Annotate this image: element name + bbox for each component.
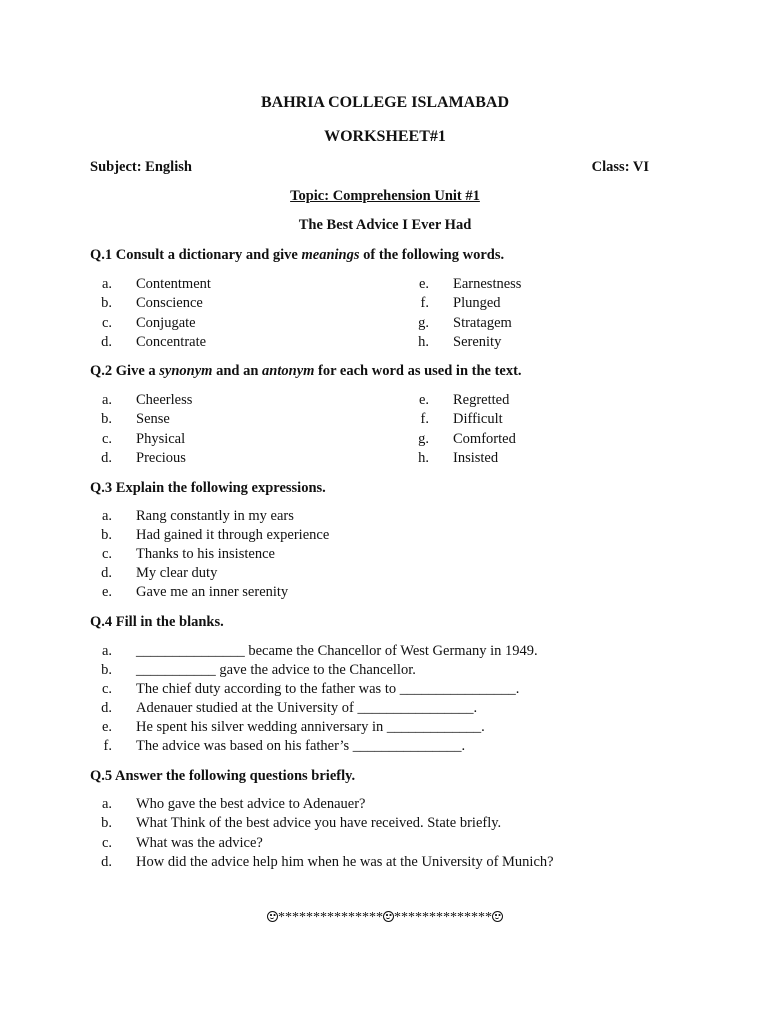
list-item-text: Comforted bbox=[453, 430, 516, 447]
smiley-face-icon bbox=[267, 911, 278, 922]
footer-decoration bbox=[0, 910, 770, 926]
list-item-text: The advice was based on his father’s _______________. bbox=[136, 738, 466, 754]
list-item-label: g. bbox=[418, 430, 429, 447]
list-item-label: d. bbox=[101, 565, 112, 581]
list-item-label: b. bbox=[101, 411, 112, 428]
smiley-face-icon bbox=[383, 911, 394, 922]
list-item-text: Thanks to his insistence bbox=[136, 546, 275, 562]
list-item-label: c. bbox=[101, 546, 112, 562]
passage-title: The Best Advice I Ever Had bbox=[298, 217, 472, 233]
list-item-label: d. bbox=[101, 333, 112, 350]
list-item-label: d. bbox=[101, 449, 112, 466]
footer-stars-2: ************** bbox=[394, 910, 492, 925]
list-item-text: My clear duty bbox=[136, 565, 218, 581]
list-item-text: The chief duty according to the father was to ________________. bbox=[136, 681, 520, 697]
smiley-face-icon bbox=[492, 911, 503, 922]
list-item-text: Difficult bbox=[453, 411, 503, 428]
list-item-text: What Think of the best advice you have received. State briefly. bbox=[136, 815, 502, 832]
class-label: Class: VI bbox=[591, 159, 649, 175]
list-item-text: Had gained it through experience bbox=[136, 527, 330, 543]
list-item-text: How did the advice help him when he was at the University of Munich? bbox=[136, 853, 554, 870]
list-item-text: Conscience bbox=[136, 295, 203, 312]
list-item-label: c. bbox=[101, 430, 112, 447]
list-item-label: a. bbox=[101, 796, 112, 812]
list-item-text: ___________ gave the advice to the Chancellor. bbox=[136, 662, 416, 678]
list-item-text: Contentment bbox=[136, 276, 211, 292]
list-item-label: f. bbox=[420, 411, 429, 428]
list-item-label: c. bbox=[101, 681, 112, 697]
list-item-label: a. bbox=[101, 276, 112, 292]
list-item-label: b. bbox=[101, 662, 112, 678]
topic-heading: Topic: Comprehension Unit #1 bbox=[290, 188, 480, 204]
q5-heading: Q.5 Answer the following questions briefly. bbox=[90, 768, 356, 784]
list-item-label: a. bbox=[101, 392, 112, 408]
list-item-label: b. bbox=[101, 815, 112, 832]
list-item-text: Conjugate bbox=[136, 314, 196, 331]
list-item-text: Earnestness bbox=[453, 276, 522, 292]
worksheet-title: WORKSHEET#1 bbox=[324, 128, 446, 145]
list-item-text: Serenity bbox=[453, 333, 502, 350]
list-item-label: e. bbox=[101, 584, 112, 600]
list-item-text: _______________ became the Chancellor of West Germany in 1949. bbox=[136, 643, 538, 659]
list-item-text: Sense bbox=[136, 411, 170, 428]
list-item-text: Cheerless bbox=[136, 392, 193, 408]
q2-heading: Q.2 Give a synonym and an antonym for each word as used in the text. bbox=[90, 363, 522, 379]
list-item-text: Physical bbox=[136, 430, 186, 447]
college-name: BAHRIA COLLEGE ISLAMABAD bbox=[260, 94, 510, 111]
q4-heading: Q.4 Fill in the blanks. bbox=[90, 614, 224, 630]
list-item-label: g. bbox=[418, 314, 429, 331]
list-item-label: b. bbox=[101, 527, 112, 543]
list-item-text: Insisted bbox=[453, 449, 499, 466]
list-item-label: f. bbox=[420, 295, 429, 312]
list-item-label: b. bbox=[101, 295, 112, 312]
list-item-text: Gave me an inner serenity bbox=[136, 584, 289, 600]
list-item-text: Plunged bbox=[453, 295, 501, 312]
list-item-text: Precious bbox=[136, 449, 186, 466]
list-item-label: c. bbox=[101, 834, 112, 851]
list-item-text: Regretted bbox=[453, 392, 510, 408]
list-item-text: He spent his silver wedding anniversary in _____________. bbox=[136, 719, 485, 735]
list-item-text: Stratagem bbox=[453, 314, 512, 331]
list-item-label: f. bbox=[103, 738, 112, 754]
list-item-label: h. bbox=[418, 333, 429, 350]
list-item-label: e. bbox=[418, 392, 429, 408]
list-item-label: e. bbox=[418, 276, 429, 292]
list-item-label: d. bbox=[101, 700, 112, 716]
subject-label: Subject: English bbox=[90, 159, 192, 175]
footer-stars-1: *************** bbox=[278, 910, 383, 925]
q3-heading: Q.3 Explain the following expressions. bbox=[90, 480, 326, 496]
list-item-label: e. bbox=[101, 719, 112, 735]
list-item-label: d. bbox=[101, 853, 112, 870]
list-item-label: c. bbox=[101, 314, 112, 331]
list-item-label: a. bbox=[101, 508, 112, 524]
list-item-text: Rang constantly in my ears bbox=[136, 508, 294, 524]
list-item-text: Adenauer studied at the University of ________________. bbox=[136, 700, 478, 716]
q1-emphasis: meanings bbox=[301, 247, 360, 263]
list-item-label: a. bbox=[101, 643, 112, 659]
list-item-text: Who gave the best advice to Adenauer? bbox=[136, 796, 366, 812]
list-item-label: h. bbox=[418, 449, 429, 466]
list-item-text: Concentrate bbox=[136, 333, 207, 350]
q1-heading: Q.1 Consult a dictionary and give meanings of the following words. bbox=[90, 247, 505, 263]
list-item-text: What was the advice? bbox=[136, 834, 263, 851]
